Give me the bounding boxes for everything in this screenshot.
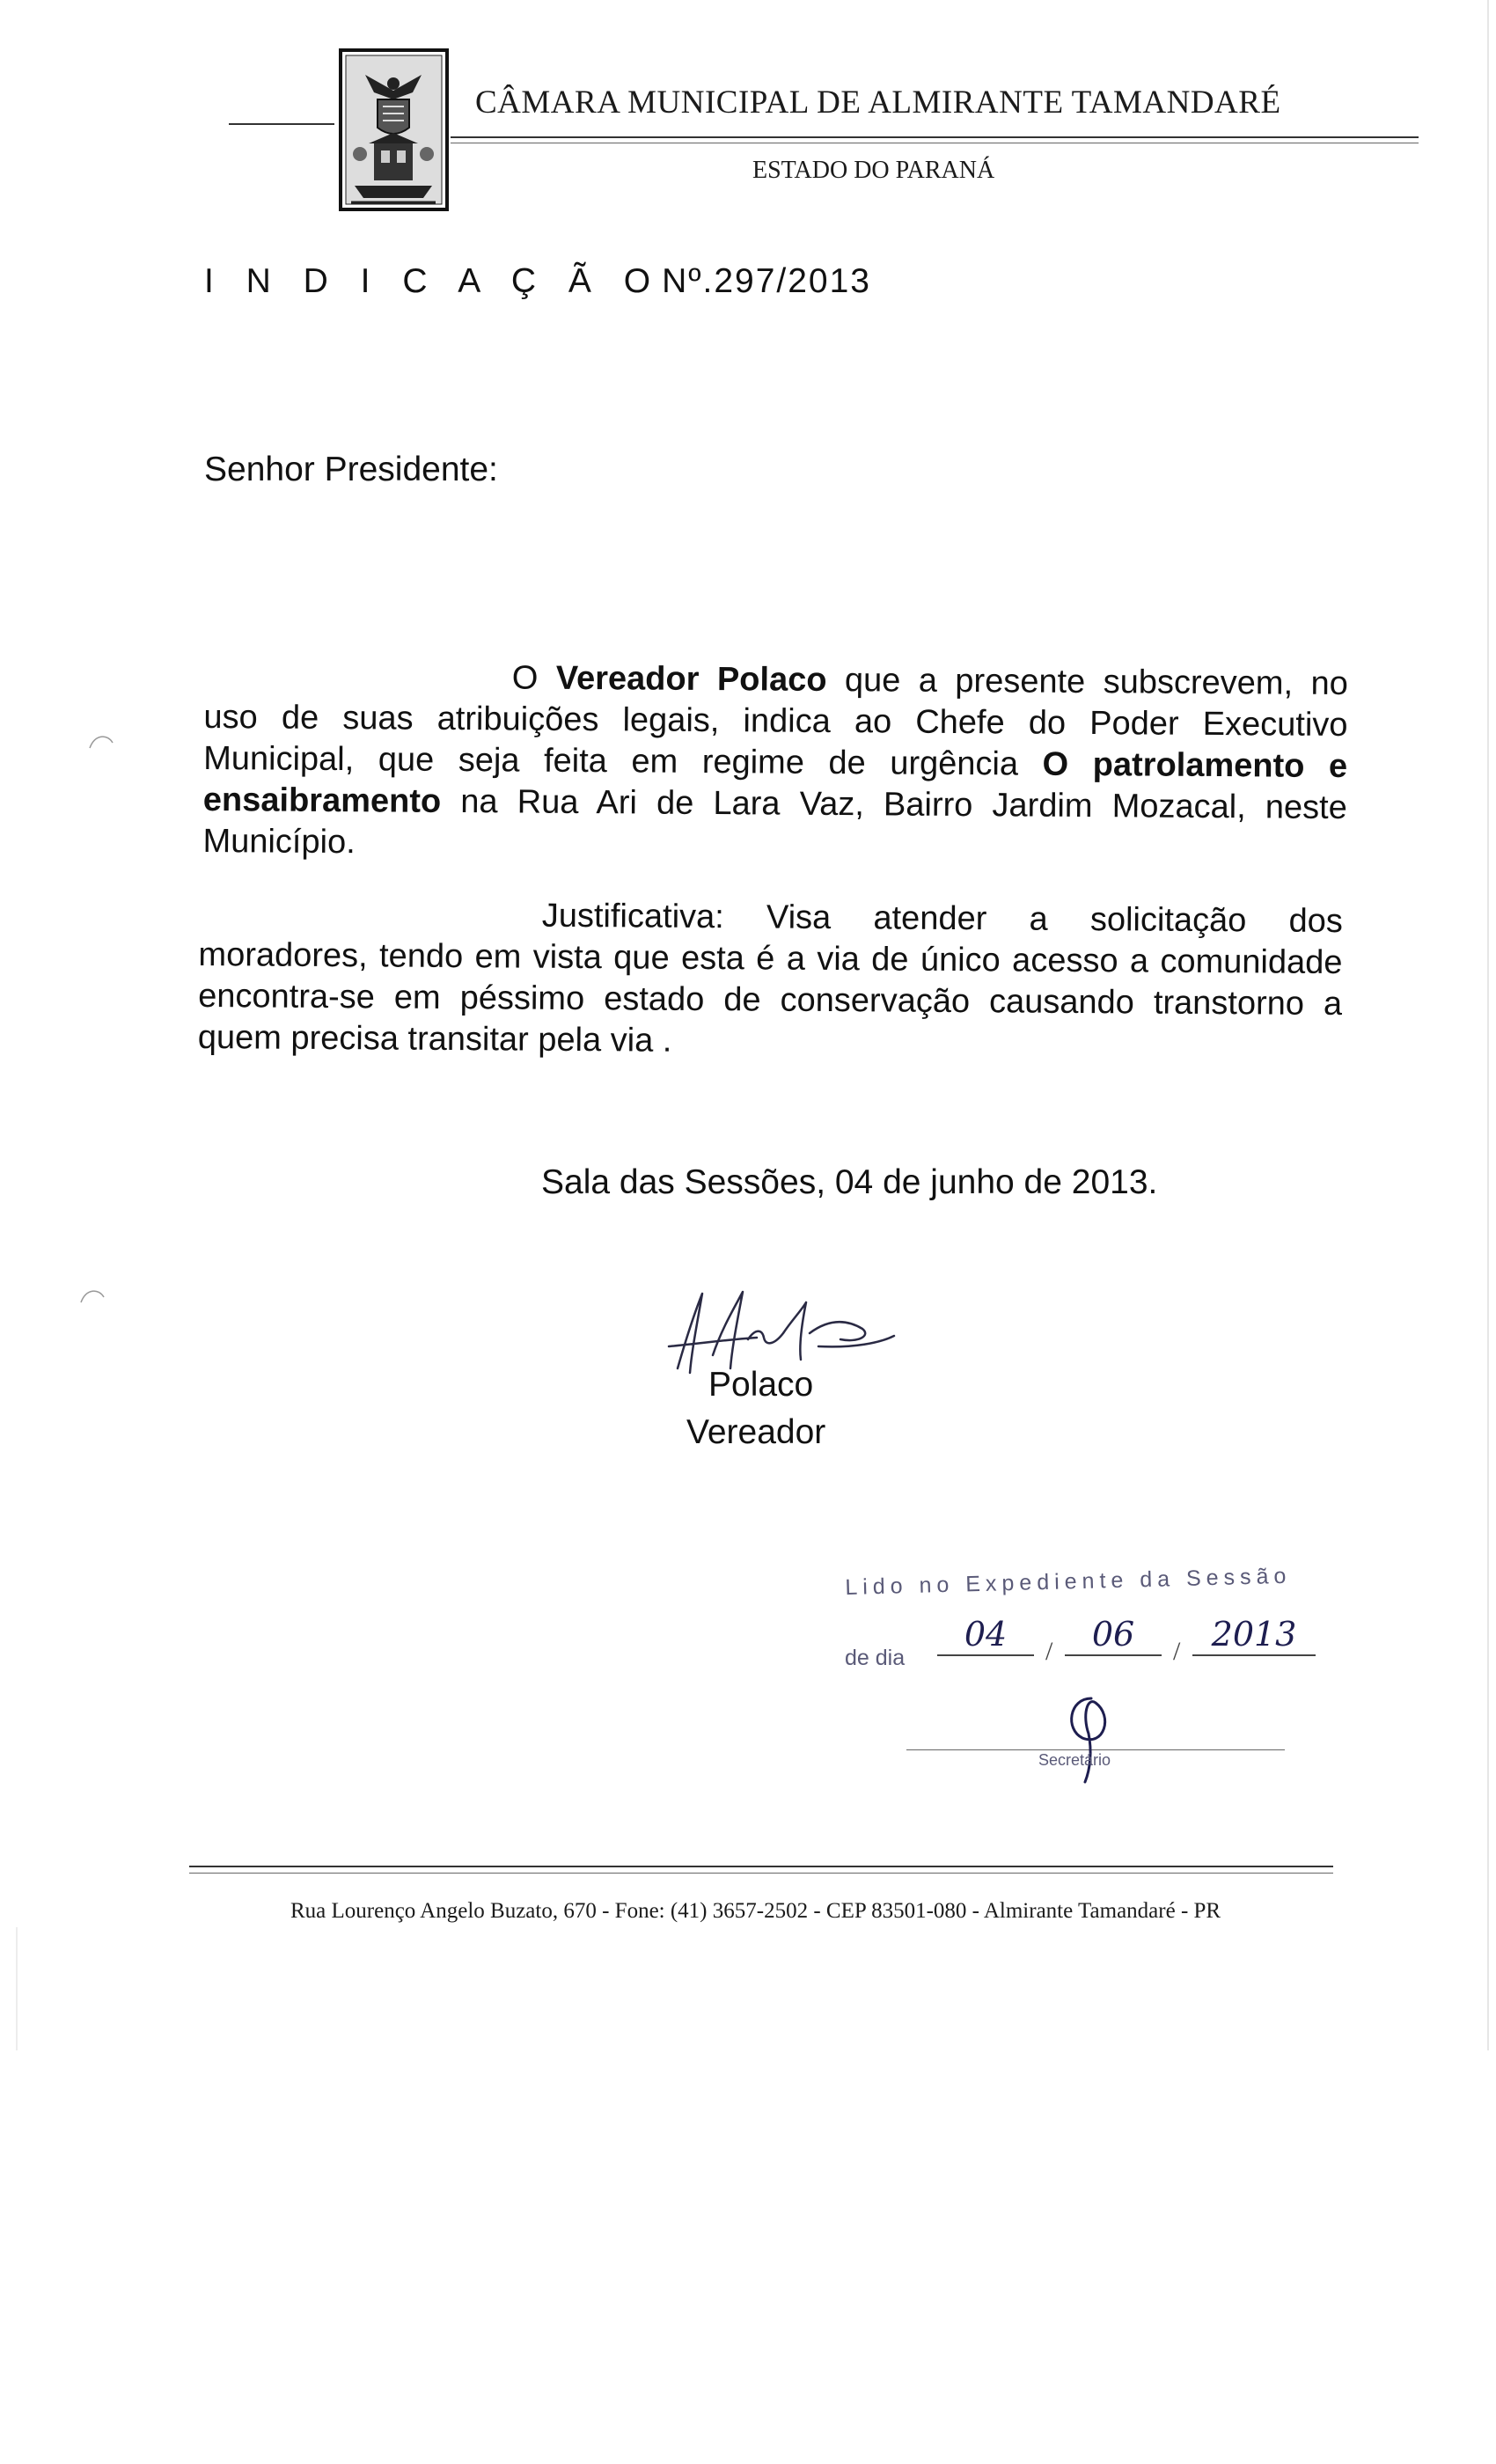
- footer-divider: [189, 1873, 1333, 1874]
- punch-hole-mark: [79, 1285, 106, 1306]
- signer-name: Polaco: [708, 1366, 814, 1404]
- stamp-secretary-label: Secretário: [1038, 1751, 1111, 1769]
- state-name: ESTADO DO PARANÁ: [752, 157, 995, 184]
- requested-service: O patrolamento e ensaibramento: [202, 745, 1348, 820]
- justification-text: Justificativa: Visa atender a solicitação dos moradores, tendo em vista que esta é a via de único acesso a comunidade encontra-se em péssimo estado de conservação causando transtorno a quem precisa transitar pela via .: [197, 897, 1343, 1060]
- title-number: Nº.297/2013: [662, 262, 871, 300]
- justification-paragraph: [198, 893, 1343, 1067]
- title-prefix: I N D I C A Ç Ã O: [204, 262, 663, 300]
- stamp-separator: /: [1173, 1637, 1181, 1666]
- signer-role: Vereador: [686, 1413, 826, 1451]
- place-date: Sala das Sessões, 04 de junho de 2013.: [541, 1163, 1158, 1201]
- councilor-name: Vereador Polaco: [555, 659, 827, 699]
- scan-page-edge: [16, 1927, 18, 2050]
- institution-name: CÂMARA MUNICIPAL DE ALMIRANTE TAMANDARÉ: [475, 84, 1281, 121]
- punch-hole-mark: [88, 730, 114, 752]
- footer-address: Rua Lourenço Angelo Buzato, 670 - Fone: (41) 3657-2502 - CEP 83501-080 - Almirante Tamandaré - PR: [290, 1899, 1221, 1923]
- municipal-crest-icon: [339, 48, 449, 211]
- stamp-heading: Lido no Expediente da Sessão: [845, 1563, 1292, 1600]
- header-divider: [451, 136, 1419, 138]
- paragraph-text: na Rua Ari de Lara Vaz, Bairro Jardim Mozacal, neste Município.: [202, 782, 1347, 862]
- document-title: [204, 262, 871, 301]
- stamp-date-label: de dia: [845, 1646, 906, 1670]
- scan-page-edge: [1487, 0, 1489, 2050]
- stamp-month: 06: [1065, 1621, 1162, 1656]
- salutation: Senhor Presidente:: [204, 451, 498, 488]
- stamp-day: 04: [937, 1621, 1034, 1656]
- stamp-year: 2013: [1192, 1621, 1316, 1656]
- stamp-separator: /: [1045, 1637, 1053, 1666]
- paragraph-text: que a presente subscrevem, no uso de suas atribuições legais, indica ao Chefe do Poder Executivo Municipal, que seja feita em regime de urgência: [203, 661, 1348, 783]
- body-paragraph: [202, 656, 1348, 870]
- header-divider: [229, 123, 334, 125]
- footer-divider: [189, 1866, 1333, 1867]
- stamp-initials: [1052, 1690, 1131, 1786]
- paragraph-text: O: [511, 659, 556, 697]
